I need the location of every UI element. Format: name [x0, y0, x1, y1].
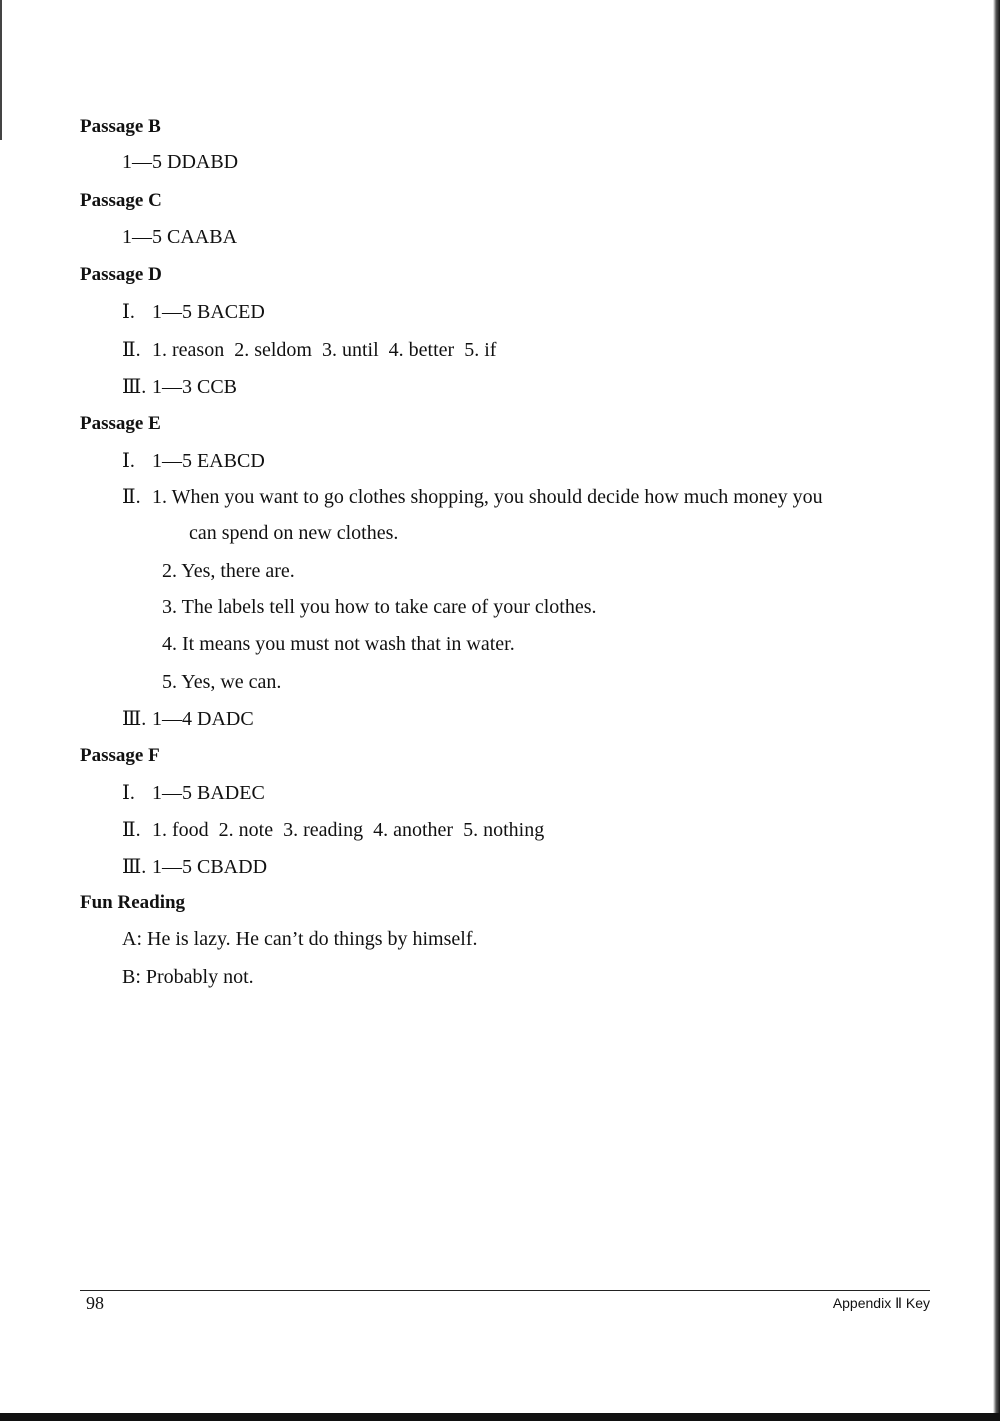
part-i-answers: 1—5 BADEC [152, 782, 265, 804]
passage-e-heading: Passage E [80, 413, 161, 434]
answer-item: 5. nothing [463, 819, 545, 841]
passage-d-part-i [122, 299, 265, 324]
passage-f-part-iii [122, 854, 267, 879]
passage-d-part-ii [122, 337, 506, 362]
part-i-numeral: Ⅰ. [122, 301, 135, 323]
answer-sentence: 1. When you want to go clothes shopping, you should decide how much money you [152, 486, 823, 508]
answer-sentence: 3. The labels tell you how to take care of your clothes. [162, 596, 597, 618]
part-i-numeral: Ⅰ. [122, 450, 135, 472]
answer-item: 5. if [464, 339, 497, 361]
fun-reading-answer-b: B: Probably not. [122, 966, 254, 988]
answer-item: 1. food [152, 819, 209, 841]
part-i-numeral: Ⅰ. [122, 782, 135, 804]
part-ii-numeral: Ⅱ. [122, 486, 141, 508]
page-number: 98 [86, 1293, 104, 1313]
passage-d-part-iii [122, 374, 237, 399]
answer-item: 4. another [373, 819, 454, 841]
part-iii-numeral: Ⅲ. [122, 856, 147, 878]
answer-item: 4. better [388, 339, 455, 361]
answer-item: 2. seldom [234, 339, 312, 361]
passage-b-heading: Passage B [80, 116, 161, 137]
passage-e-part-ii-1 [122, 484, 823, 509]
passage-f-part-ii [122, 817, 554, 842]
part-iii-numeral: Ⅲ. [122, 376, 147, 398]
passage-c-answers: 1—5 CAABA [122, 226, 238, 248]
part-iii-answers: 1—5 CBADD [152, 856, 268, 878]
answer-item: 2. note [218, 819, 274, 841]
answer-item: 3. reading [283, 819, 364, 841]
passage-d-heading: Passage D [80, 264, 162, 285]
part-i-answers: 1—5 EABCD [152, 450, 265, 472]
answer-sentence: 4. It means you must not wash that in water. [162, 633, 515, 655]
answer-item: 1. reason [152, 339, 225, 361]
running-title: Appendix Ⅱ Key [832, 1295, 930, 1311]
answer-sentence: 5. Yes, we can. [162, 671, 282, 693]
passage-e-part-iii [122, 706, 254, 731]
fun-reading-heading: Fun Reading [80, 892, 186, 913]
part-iii-answers: 1—4 DADC [152, 708, 254, 730]
passage-f-part-i [122, 780, 265, 805]
scan-left-edge [0, 0, 2, 140]
answer-sentence-continued: can spend on new clothes. [189, 522, 399, 544]
part-ii-numeral: Ⅱ. [122, 819, 141, 841]
part-iii-numeral: Ⅲ. [122, 708, 147, 730]
fun-reading-answer-a: A: He is lazy. He can’t do things by himself. [122, 928, 478, 950]
scan-bottom-edge [0, 1413, 1000, 1421]
passage-b-answers: 1—5 DDABD [122, 151, 239, 173]
passage-f-heading: Passage F [80, 745, 160, 766]
scan-right-edge [993, 0, 1000, 1421]
passage-e-part-i [122, 448, 265, 473]
answer-item: 3. until [321, 339, 379, 361]
answer-sentence: 2. Yes, there are. [162, 560, 295, 582]
part-i-answers: 1—5 BACED [152, 301, 265, 323]
part-ii-numeral: Ⅱ. [122, 339, 141, 361]
part-iii-answers: 1—3 CCB [152, 376, 238, 398]
footer-rule [80, 1290, 930, 1291]
passage-c-heading: Passage C [80, 190, 162, 211]
